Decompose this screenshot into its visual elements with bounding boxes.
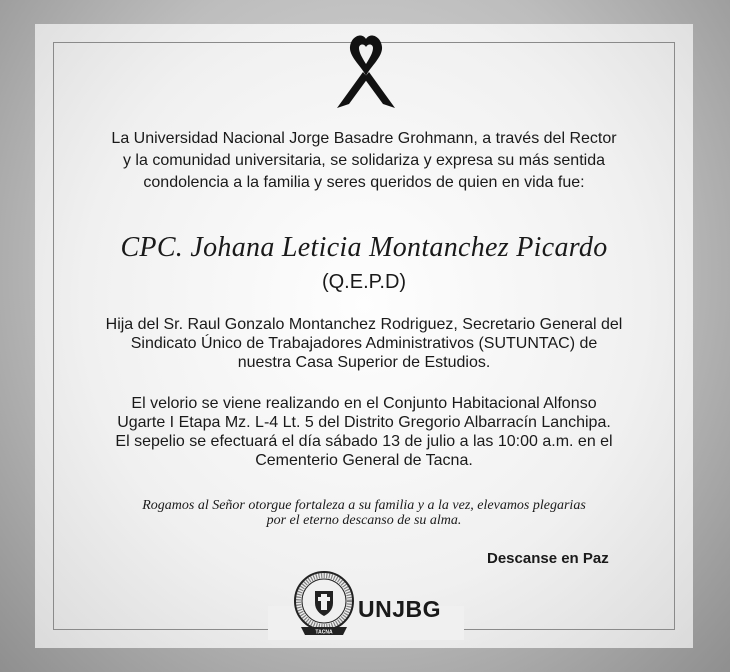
closing-prayer: [35, 498, 693, 528]
university-seal-icon: [293, 569, 355, 639]
intro-line: y la comunidad universitaria, se solidariza y expresa su más sentida: [122, 152, 605, 169]
funeral-line: Ugarte I Etapa Mz. L-4 Lt. 5 del Distrito Gregorio Albarracín Lanchipa.: [117, 414, 611, 431]
family-line: Hija del Sr. Raul Gonzalo Montanchez Rodriguez, Secretario General del: [105, 316, 623, 333]
mourning-ribbon-icon: [333, 32, 399, 110]
closing-line: Rogamos al Señor otorgue fortaleza a su familia y a la vez, elevamos plegarias: [142, 498, 586, 513]
family-paragraph: [35, 315, 693, 372]
closing-line: por el eterno descanso de su alma.: [266, 513, 462, 528]
funeral-line: El sepelio se efectuará el día sábado 13 de julio a las 10:00 a.m. en el: [115, 433, 613, 450]
deceased-name: CPC. Johana Leticia Montanchez Picardo: [120, 232, 608, 263]
university-acronym: UNJBG: [358, 596, 442, 622]
funeral-line: Cementerio General de Tacna.: [255, 452, 473, 469]
intro-line: condolencia a la familia y seres queridos de quien en vida fue:: [143, 174, 585, 191]
intro-line: La Universidad Nacional Jorge Basadre Grohmann, a través del Rector: [111, 130, 617, 147]
family-line: Sindicato Único de Trabajadores Administrativos (SUTUNTAC) de: [130, 335, 598, 352]
family-line: nuestra Casa Superior de Estudios.: [237, 354, 491, 371]
condolence-card: [35, 24, 693, 648]
svg-text:TACNA: TACNA: [315, 629, 333, 636]
funeral-line: El velorio se viene realizando en el Conjunto Habitacional Alfonso: [131, 395, 597, 412]
intro-paragraph: [35, 128, 693, 194]
qepd-label: (Q.E.P.D): [321, 271, 407, 293]
funeral-paragraph: [35, 394, 693, 470]
signoff-text: Descanse en Paz: [487, 550, 609, 567]
